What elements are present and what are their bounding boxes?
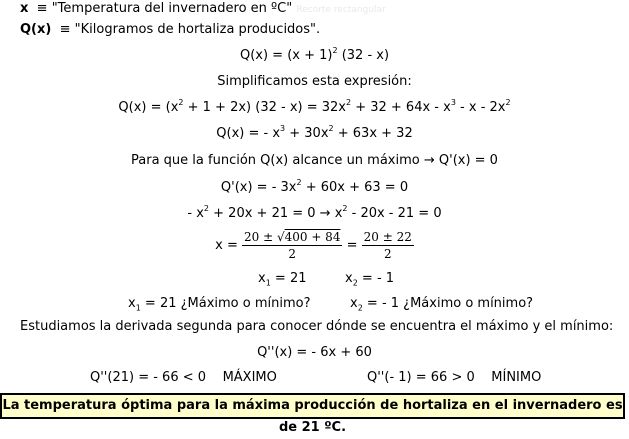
q-symbol: Q(x) bbox=[20, 22, 52, 37]
equiv-icon: ≡ bbox=[55, 22, 75, 37]
result-minimum: Q''(- 1) = 66 > 0 MÍNIMO bbox=[367, 370, 542, 385]
equiv-icon: ≡ bbox=[32, 1, 52, 16]
simplify-text: Simplificamos esta expresión: bbox=[217, 74, 412, 89]
equation-q: $Q(x) = (x + 1)^2$ (32 - x) bbox=[239, 45, 390, 63]
second-derivative-text: Estudiamos la derivada segunda para conocer dónde se encuentra el máximo y el mínimo: bbox=[20, 319, 614, 334]
x-symbol: x bbox=[20, 1, 29, 16]
equation-second-derivative: Q''(x) = - 6x + 60 bbox=[257, 345, 372, 360]
quadratic-formula: x = $\frac{20 \pm √400 + 84}{2}$ = $\frac{20 \pm 22}{2}$ bbox=[215, 230, 412, 261]
conclusion-banner: La temperatura óptima para la máxima producción de hortaliza en el invernadero es de 21 ºC. bbox=[0, 393, 625, 419]
result-maximum: Q''(21) = - 66 < 0 MÁXIMO bbox=[90, 370, 277, 385]
q-def-text: "Kilogramos de hortaliza producidos". bbox=[74, 22, 321, 37]
root-x1-question: $x_1 = 21$ ¿Máximo o mínimo? bbox=[128, 296, 311, 313]
equation-derivative: Q'(x) = - $3x^2 + 60x + 63 = 0$ bbox=[220, 177, 409, 195]
equation-simplified: Q(x) = - $x^3 + 30x^2 + 63x + 32$ bbox=[216, 123, 413, 141]
q-definition bbox=[20, 22, 320, 37]
fraction-sqrt: $\frac{20 \pm √400 + 84}{2}$ bbox=[243, 230, 341, 261]
root-x2: $x_2$ = - 1 bbox=[345, 271, 395, 288]
max-condition-text: Para que la función Q(x) alcance un máximo → Q'(x) = 0 bbox=[131, 153, 498, 168]
faint-label: Recorte rectangular bbox=[296, 5, 386, 15]
fraction-result: $\frac{20 \pm 22}{2}$ bbox=[363, 230, 412, 261]
x-definition bbox=[20, 1, 386, 16]
equation-quadratic: - $x^2 + 20x + 21 = 0 \to x^2 - 20x - 21 = 0$ bbox=[187, 203, 442, 221]
sqrt-icon: √ bbox=[276, 230, 285, 244]
x-def-text: "Temperatura del invernadero en ºC" bbox=[51, 1, 293, 16]
equation-expanded: $Q(x) = (x^2 + 1 + 2x)$ $(32 - x) = 32x^2 + 32 + 64x - x^3 - x - 2x^2$ bbox=[118, 97, 511, 115]
root-x2-question: $x_2$ = - 1 ¿Máximo o mínimo? bbox=[350, 296, 534, 313]
root-x1: $x_1 = 21$ bbox=[258, 271, 307, 288]
